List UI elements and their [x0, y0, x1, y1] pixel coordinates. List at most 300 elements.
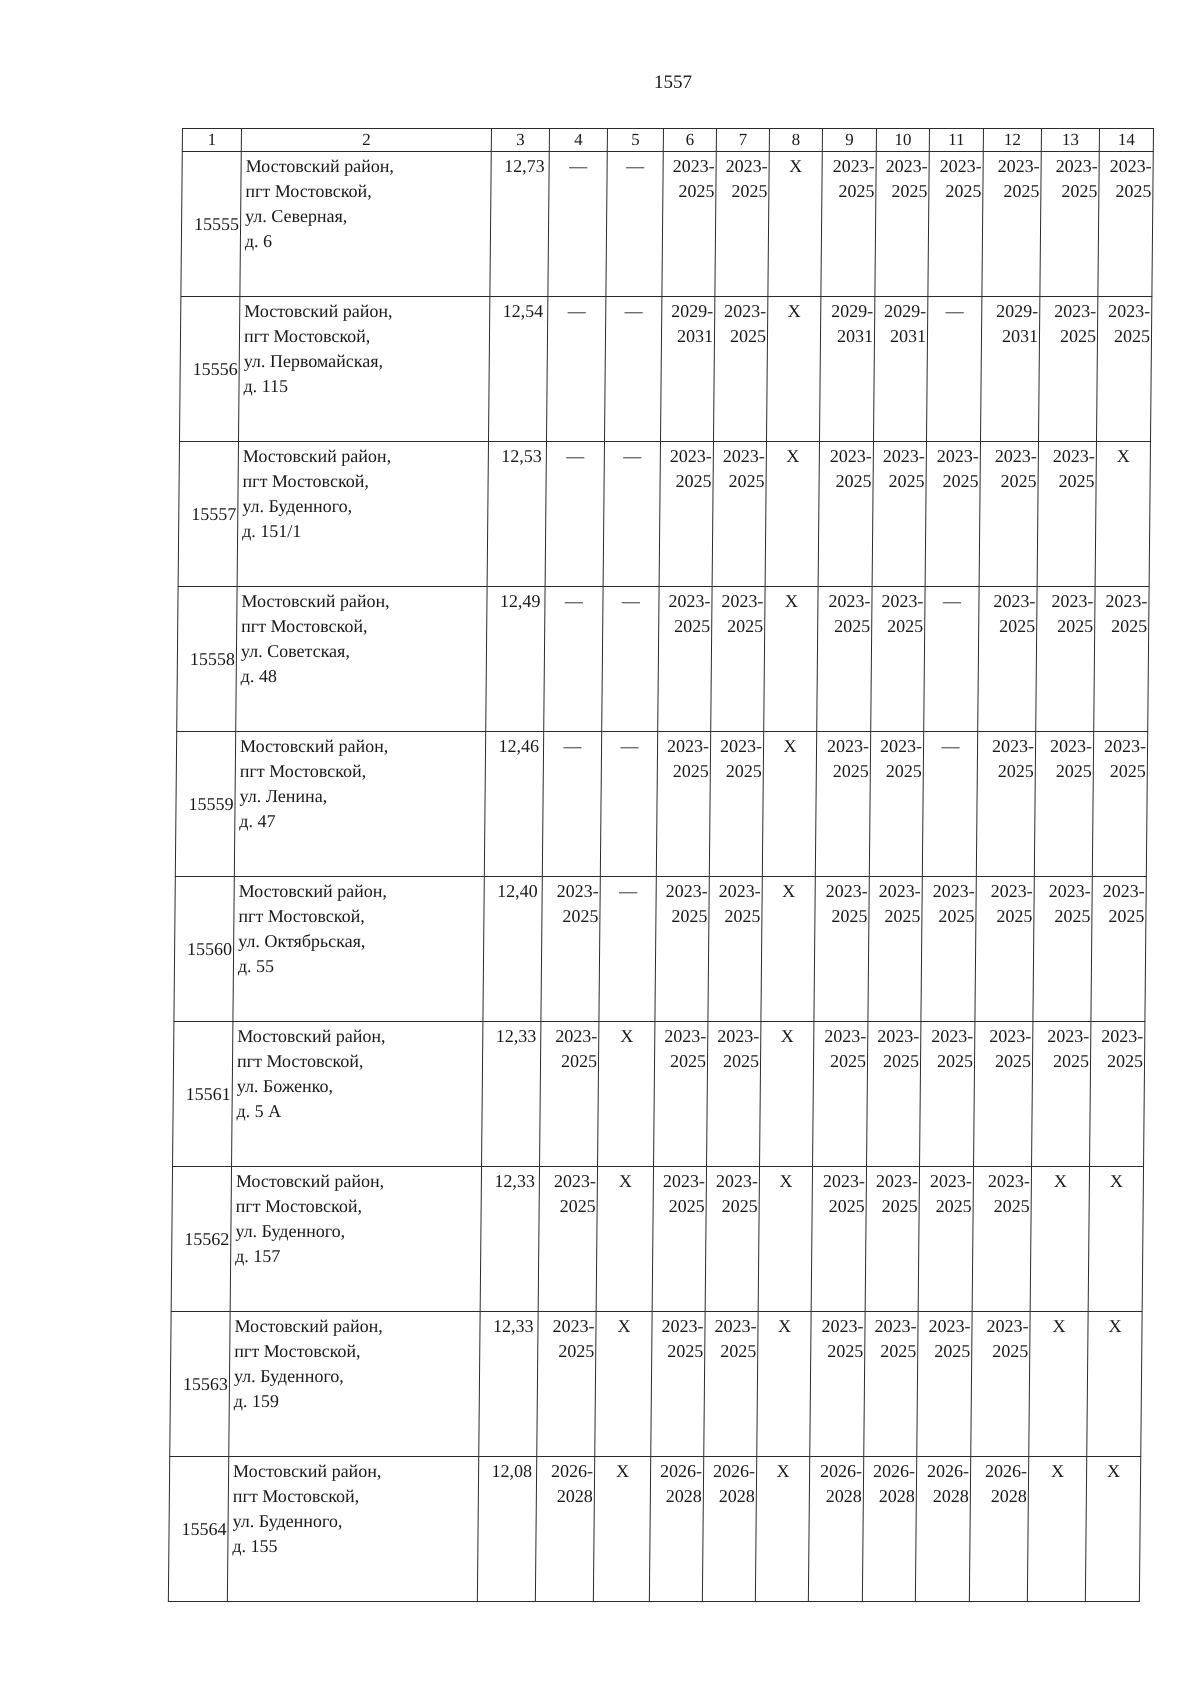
period-cell-c4: [535, 1457, 594, 1602]
area-value: 12,33: [480, 1167, 539, 1312]
period-value: 2023- 2025: [1103, 736, 1147, 781]
period-value: 2023- 2025: [939, 156, 982, 201]
address-line: пгт Мостовской,: [243, 326, 371, 346]
period-value: 2023- 2025: [1048, 881, 1091, 926]
period-cell-c11: [922, 732, 977, 877]
address-line: д. 157: [235, 1246, 281, 1266]
period-value: —: [619, 881, 638, 901]
table-row: [181, 152, 1153, 297]
period-value: X: [779, 1171, 793, 1191]
area-value: 12,73: [490, 152, 549, 297]
period-cell-c14: [1098, 152, 1153, 297]
period-value: —: [567, 301, 586, 321]
period-cell-c8: [766, 297, 820, 442]
period-value: X: [617, 1316, 631, 1336]
period-cell-c11: [924, 587, 979, 732]
period-cell-c12: [980, 297, 1039, 442]
period-cell-c4: [538, 1167, 597, 1312]
period-cell-c13: [1036, 587, 1095, 732]
address-line: д. 47: [239, 811, 276, 831]
period-cell-c12: [972, 1167, 1031, 1312]
period-value: —: [621, 591, 641, 611]
period-cell-c6: [658, 587, 712, 732]
period-value: 2023- 2025: [719, 736, 763, 781]
record-number: 15563: [170, 1312, 230, 1457]
period-cell-c9: [817, 587, 872, 732]
period-cell-c14: [1094, 587, 1149, 732]
column-header: 14: [1099, 129, 1153, 152]
address-line: ул. Буденного,: [232, 1511, 343, 1531]
period-cell-c13: [1040, 152, 1099, 297]
period-cell-c7: [713, 297, 767, 442]
period-cell-c13: [1032, 1022, 1091, 1167]
period-value: X: [777, 1316, 792, 1336]
area-value: 12,53: [487, 442, 546, 587]
period-value: 2023- 2025: [879, 736, 923, 781]
table-row: [168, 1457, 1140, 1602]
period-value: 2023- 2025: [822, 1171, 865, 1216]
period-value: 2023- 2025: [989, 1026, 1032, 1071]
period-cell-c10: [867, 1022, 921, 1167]
period-cell-c7: [712, 442, 766, 587]
column-header: 13: [1041, 129, 1099, 152]
period-value: 2023- 2025: [994, 446, 1037, 491]
period-value: —: [564, 591, 584, 611]
period-cell-c10: [865, 1167, 919, 1312]
period-cell-c4: [548, 152, 607, 297]
period-value: 2023- 2025: [832, 156, 875, 201]
period-value: 2023- 2025: [714, 1316, 757, 1361]
address-line: пгт Мостовской,: [236, 1051, 364, 1071]
address-line: ул. Буденного,: [235, 1221, 346, 1241]
period-value: 2023- 2025: [552, 1316, 595, 1361]
period-value: 2023- 2025: [718, 881, 761, 926]
record-number: 15555: [181, 152, 241, 297]
period-value: 2029- 2031: [831, 301, 874, 346]
period-cell-c14: [1095, 442, 1150, 587]
period-cell-c6: [656, 732, 710, 877]
period-value: —: [945, 301, 964, 321]
period-value: X: [782, 881, 796, 901]
period-value: 2023- 2025: [1102, 881, 1145, 926]
period-value: 2023- 2025: [929, 1171, 972, 1216]
address-line: Мостовский район,: [237, 1026, 386, 1046]
period-value: 2026- 2028: [927, 1461, 970, 1506]
period-cell-c11: [917, 1312, 972, 1457]
period-value: X: [1051, 1461, 1065, 1481]
period-cell-c6: [659, 442, 713, 587]
period-cell-c4: [546, 297, 605, 442]
table-row: [174, 877, 1146, 1022]
period-value: 2026- 2028: [713, 1461, 756, 1506]
address-line: д. 48: [240, 666, 278, 686]
address-line: пгт Мостовской,: [235, 1196, 363, 1216]
period-value: —: [566, 446, 585, 466]
record-number: 15564: [168, 1457, 228, 1602]
period-value: 2023- 2025: [725, 156, 768, 201]
period-cell-c13: [1034, 732, 1093, 877]
period-value: X: [1108, 1316, 1122, 1336]
period-value: 2023- 2025: [936, 446, 979, 491]
period-value: X: [784, 591, 799, 611]
period-cell-c11: [920, 1022, 975, 1167]
period-value: 2023- 2025: [997, 156, 1040, 201]
period-cell-c13: [1030, 1167, 1089, 1312]
address-cell: [232, 1022, 483, 1167]
period-cell-c4: [540, 1022, 599, 1167]
period-cell-c12: [971, 1312, 1030, 1457]
period-cell-c12: [976, 732, 1035, 877]
address-cell: [233, 877, 484, 1022]
period-value: 2026- 2028: [820, 1461, 863, 1506]
period-cell-c4: [537, 1312, 596, 1457]
address-cell: [238, 297, 489, 442]
period-cell-c7: [709, 732, 763, 877]
period-value: 2023- 2025: [826, 736, 870, 781]
period-cell-c9: [819, 297, 874, 442]
period-value: 2023- 2025: [661, 1316, 704, 1361]
period-cell-c8: [762, 732, 816, 877]
period-cell-c7: [707, 1022, 761, 1167]
period-cell-c8: [757, 1312, 811, 1457]
period-value: 2026- 2028: [660, 1461, 703, 1506]
period-cell-c11: [915, 1457, 970, 1602]
period-value: —: [942, 591, 962, 611]
address-line: ул. Боженко,: [236, 1076, 334, 1096]
table-row: [173, 1022, 1145, 1167]
period-value: X: [1116, 446, 1130, 466]
address-line: ул. Буденного,: [242, 496, 353, 516]
address-line: пгт Мостовской,: [238, 906, 365, 926]
address-line: пгт Мостовской,: [239, 761, 367, 781]
column-header: 5: [607, 129, 663, 152]
column-header: 8: [769, 129, 822, 152]
period-cell-c7: [702, 1457, 756, 1602]
period-value: 2023- 2025: [990, 881, 1033, 926]
period-cell-c14: [1085, 1457, 1140, 1602]
address-line: ул. Ленина,: [239, 786, 328, 806]
period-cell-c7: [711, 587, 765, 732]
table-row: [170, 1312, 1142, 1457]
period-value: 2023- 2025: [717, 1026, 760, 1071]
period-cell-c12: [975, 877, 1034, 1022]
period-cell-c5: [593, 1457, 650, 1602]
period-cell-c14: [1091, 877, 1146, 1022]
period-cell-c5: [600, 732, 657, 877]
period-value: 2023- 2025: [877, 1026, 920, 1071]
period-cell-c10: [875, 152, 929, 297]
column-header: 6: [663, 129, 716, 152]
address-cell: [234, 732, 485, 877]
period-cell-c11: [921, 877, 976, 1022]
column-header: 11: [929, 129, 983, 152]
period-cell-c13: [1038, 297, 1097, 442]
period-value: 2023- 2025: [724, 301, 767, 346]
period-value: X: [620, 1026, 634, 1046]
period-cell-c6: [652, 1167, 706, 1312]
period-value: 2023- 2025: [664, 1026, 707, 1071]
period-value: X: [783, 736, 797, 756]
period-value: 2023- 2025: [1109, 156, 1152, 201]
period-value: 2023- 2025: [825, 881, 868, 926]
period-value: X: [616, 1461, 630, 1481]
period-cell-c10: [869, 732, 923, 877]
area-value: 12,33: [482, 1022, 541, 1167]
period-value: 2026- 2028: [985, 1461, 1028, 1506]
period-value: X: [789, 156, 803, 176]
period-cell-c7: [705, 1167, 759, 1312]
address-line: ул. Первомайская,: [243, 351, 384, 371]
period-cell-c4: [544, 587, 603, 732]
period-value: 2023- 2025: [669, 446, 712, 491]
column-header: 7: [716, 129, 769, 152]
period-cell-c9: [813, 1022, 868, 1167]
period-cell-c9: [821, 152, 876, 297]
period-value: 2023- 2025: [828, 591, 871, 636]
period-value: 2023- 2025: [874, 1316, 917, 1361]
period-value: —: [626, 156, 645, 176]
address-line: д. 155: [232, 1536, 278, 1556]
area-value: 12,49: [486, 587, 545, 732]
area-value: 12,46: [484, 732, 543, 877]
address-line: д. 55: [237, 956, 275, 976]
period-cell-c10: [873, 297, 927, 442]
period-value: 2023- 2025: [931, 1026, 974, 1071]
period-cell-c5: [599, 877, 656, 1022]
period-value: 2023- 2025: [821, 1316, 864, 1361]
column-header: 9: [822, 129, 876, 152]
period-cell-c6: [649, 1457, 703, 1602]
address-line: ул. Советская,: [240, 641, 350, 661]
period-value: 2023- 2025: [878, 881, 921, 926]
address-line: пгт Мостовской,: [242, 471, 370, 491]
period-cell-c14: [1096, 297, 1151, 442]
period-value: 2023- 2025: [885, 156, 928, 201]
area-value: 12,54: [488, 297, 547, 442]
address-cell: [230, 1167, 481, 1312]
period-cell-c12: [978, 587, 1037, 732]
period-value: 2023- 2025: [1051, 591, 1094, 636]
period-cell-c8: [765, 442, 819, 587]
column-header: 3: [491, 129, 549, 152]
address-line: Мостовский район,: [244, 301, 393, 321]
page-number: 1557: [654, 72, 692, 93]
table-row: [179, 297, 1151, 442]
period-value: 2023- 2025: [1055, 156, 1098, 201]
period-cell-c9: [811, 1167, 866, 1312]
period-cell-c10: [864, 1312, 918, 1457]
period-cell-c5: [598, 1022, 655, 1167]
record-number: 15558: [177, 587, 237, 732]
area-value: 12,33: [479, 1312, 538, 1457]
period-cell-c4: [541, 877, 600, 1022]
period-value: —: [623, 446, 642, 466]
period-value: 2023- 2025: [993, 591, 1036, 636]
period-value: 2023- 2025: [1108, 301, 1151, 346]
record-number: 15557: [178, 442, 238, 587]
period-value: —: [620, 736, 639, 756]
address-line: Мостовский район,: [233, 1461, 382, 1481]
period-cell-c11: [926, 297, 981, 442]
period-cell-c6: [660, 297, 714, 442]
period-cell-c12: [979, 442, 1038, 587]
period-value: 2023- 2025: [665, 881, 708, 926]
period-cell-c14: [1087, 1312, 1142, 1457]
period-cell-c5: [596, 1167, 653, 1312]
period-value: X: [776, 1461, 790, 1481]
period-value: 2029- 2031: [996, 301, 1039, 346]
period-value: 2023- 2025: [1105, 591, 1148, 636]
period-value: —: [624, 301, 643, 321]
period-value: X: [780, 1026, 794, 1046]
column-header: 1: [182, 129, 241, 152]
table-row: [175, 732, 1147, 877]
period-cell-c9: [814, 877, 869, 1022]
period-value: 2023- 2025: [1047, 1026, 1090, 1071]
period-cell-c6: [654, 1022, 708, 1167]
period-value: 2023- 2025: [1054, 301, 1097, 346]
period-cell-c5: [595, 1312, 652, 1457]
registry-table: [168, 128, 1154, 1602]
address-line: пгт Мостовской,: [245, 181, 372, 201]
period-cell-c7: [715, 152, 769, 297]
period-cell-c6: [651, 1312, 705, 1457]
address-line: Мостовский район,: [241, 591, 390, 611]
address-line: д. 5 А: [236, 1101, 282, 1121]
period-cell-c11: [925, 442, 980, 587]
period-value: X: [786, 446, 800, 466]
record-number: 15562: [171, 1167, 231, 1312]
address-cell: [229, 1312, 480, 1457]
period-cell-c9: [810, 1312, 865, 1457]
period-value: 2029- 2031: [884, 301, 927, 346]
period-value: 2026- 2028: [873, 1461, 916, 1506]
address-line: Мостовский район,: [239, 736, 389, 756]
address-line: Мостовский район,: [235, 1171, 385, 1191]
period-value: 2023- 2025: [722, 446, 765, 491]
period-cell-c13: [1029, 1312, 1088, 1457]
address-cell: [237, 442, 488, 587]
period-cell-c7: [704, 1312, 758, 1457]
period-cell-c5: [606, 152, 663, 297]
address-line: Мостовский район,: [238, 881, 388, 901]
period-value: 2023- 2025: [553, 1171, 596, 1216]
period-cell-c10: [871, 587, 925, 732]
period-value: 2023- 2025: [672, 156, 715, 201]
period-value: 2023- 2025: [881, 591, 924, 636]
period-value: 2023- 2025: [824, 1026, 867, 1071]
table-row: [171, 1167, 1143, 1312]
period-value: 2023- 2025: [666, 736, 710, 781]
period-cell-c12: [969, 1457, 1028, 1602]
period-value: 2023- 2025: [987, 1171, 1030, 1216]
period-value: 2029- 2031: [671, 301, 714, 346]
address-line: ул. Октябрьская,: [238, 931, 366, 951]
table-row: [177, 587, 1149, 732]
column-header: 12: [983, 129, 1041, 152]
header-row: [182, 129, 1153, 152]
address-line: пгт Мостовской,: [241, 616, 368, 636]
column-header: 4: [549, 129, 607, 152]
period-value: X: [1052, 1316, 1066, 1336]
period-cell-c8: [764, 587, 818, 732]
period-cell-c10: [868, 877, 922, 1022]
period-cell-c12: [974, 1022, 1033, 1167]
period-cell-c8: [768, 152, 822, 297]
address-line: Мостовский район,: [234, 1316, 383, 1336]
period-cell-c4: [542, 732, 601, 877]
period-value: 2023- 2025: [991, 736, 1035, 781]
record-number: 15559: [175, 732, 235, 877]
period-cell-c8: [755, 1457, 809, 1602]
period-value: —: [569, 156, 588, 176]
address-line: Мостовский район,: [242, 446, 392, 466]
record-number: 15561: [173, 1022, 233, 1167]
address-line: д. 6: [244, 231, 273, 251]
period-cell-c10: [862, 1457, 916, 1602]
period-value: 2023- 2025: [556, 881, 599, 926]
period-cell-c9: [808, 1457, 863, 1602]
period-value: 2023- 2025: [1101, 1026, 1144, 1071]
period-cell-c10: [872, 442, 926, 587]
period-cell-c8: [760, 1022, 814, 1167]
period-value: X: [1107, 1461, 1121, 1481]
registry-body: [168, 152, 1153, 1602]
record-number: 15556: [179, 297, 239, 442]
address-line: ул. Северная,: [245, 206, 348, 226]
period-value: 2023- 2025: [662, 1171, 705, 1216]
period-cell-c5: [602, 587, 659, 732]
period-cell-c14: [1088, 1167, 1143, 1312]
period-value: X: [618, 1171, 632, 1191]
period-cell-c11: [918, 1167, 973, 1312]
period-cell-c14: [1090, 1022, 1145, 1167]
period-value: 2023- 2025: [1052, 446, 1095, 491]
address-line: д. 159: [233, 1391, 280, 1411]
period-value: —: [941, 736, 960, 756]
address-line: пгт Мостовской,: [234, 1341, 361, 1361]
area-value: 12,08: [477, 1457, 536, 1602]
period-value: 2023- 2025: [882, 446, 925, 491]
period-value: 2023- 2025: [555, 1026, 598, 1071]
address-line: д. 115: [243, 376, 289, 396]
period-value: 2023- 2025: [1049, 736, 1093, 781]
column-header: 10: [876, 129, 929, 152]
period-value: 2023- 2025: [829, 446, 872, 491]
period-value: X: [1053, 1171, 1067, 1191]
period-cell-c14: [1092, 732, 1147, 877]
area-value: 12,40: [483, 877, 542, 1022]
period-cell-c13: [1037, 442, 1096, 587]
period-cell-c13: [1033, 877, 1092, 1022]
period-cell-c5: [603, 442, 660, 587]
column-header: 2: [241, 129, 491, 152]
period-cell-c11: [928, 152, 983, 297]
period-cell-c5: [604, 297, 661, 442]
period-cell-c9: [815, 732, 870, 877]
address-line: пгт Мостовской,: [232, 1486, 360, 1506]
period-cell-c12: [982, 152, 1041, 297]
address-cell: [240, 152, 491, 297]
period-value: 2023- 2025: [875, 1171, 918, 1216]
period-cell-c6: [662, 152, 716, 297]
address-cell: [227, 1457, 478, 1602]
period-cell-c6: [655, 877, 709, 1022]
period-value: 2023- 2025: [932, 881, 975, 926]
period-value: 2023- 2025: [715, 1171, 758, 1216]
record-number: 15560: [174, 877, 234, 1022]
period-value: 2023- 2025: [986, 1316, 1029, 1361]
